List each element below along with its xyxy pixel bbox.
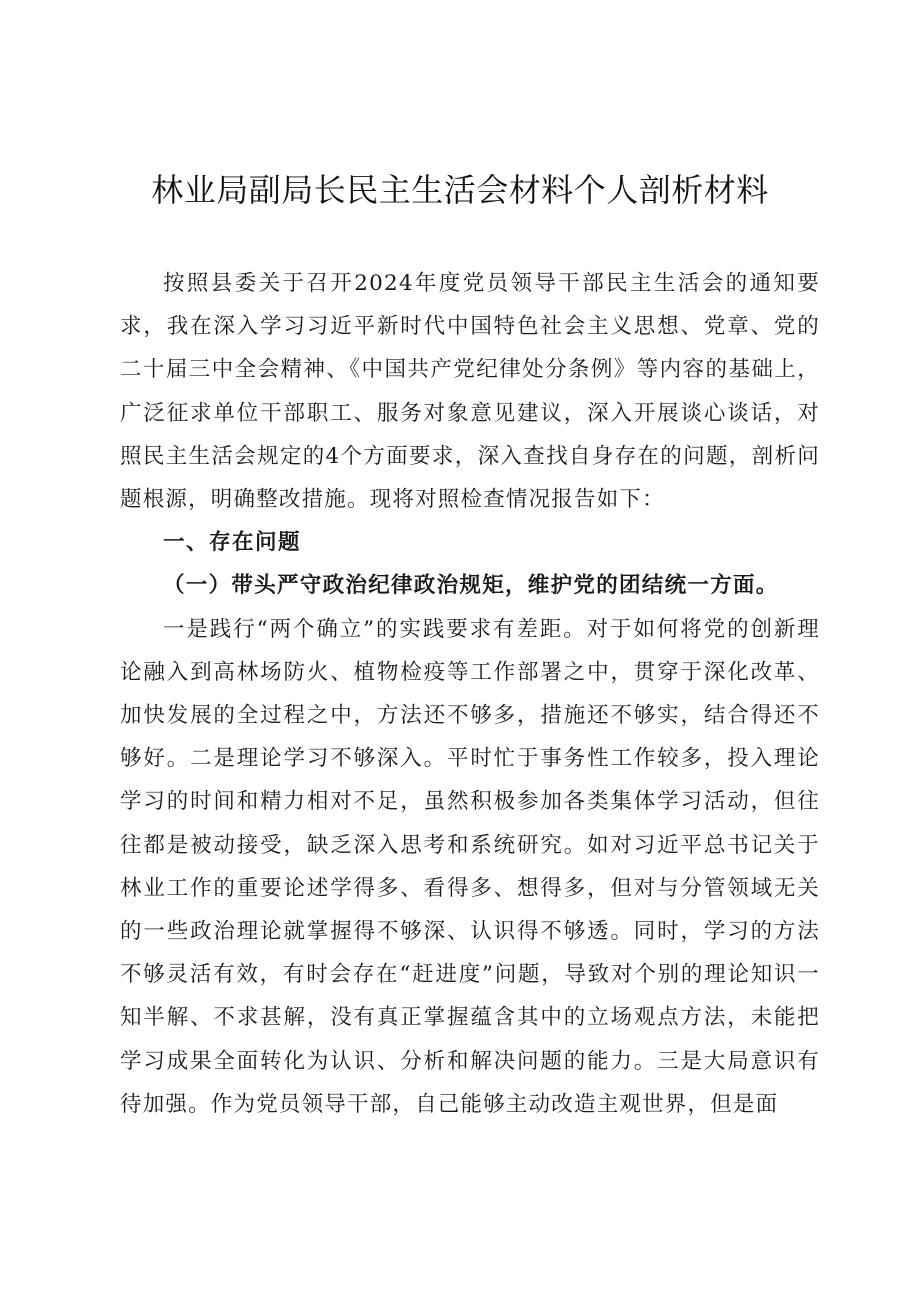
intro-paragraph: 按照县委关于召开2024年度党员领导干部民主生活会的通知要求，我在深入学习习近平新时代中国特色社会主义思想、党章、党的二十届三中全会精神、《中国共产党纪律处分条例》等内容的基础上，广泛征求单位干部职工、服务对象意见建议，深入开展谈心谈话，对照民主生活会规定的4个方面要求，深入查找自身存在的问题，剖析问题根源，明确整改措施。现将对照检查情况报告如下： [120, 271, 820, 513]
subsection-heading: （一）带头严守政治纪律政治规矩，维护党的团结统一方面。 [163, 573, 779, 599]
body-paragraph: 一是践行“两个确立”的实践要求有差距。对于如何将党的创新理论融入到高林场防火、植物检疫等工作部署之中，贯穿于深化改革、加快发展的全过程之中，方法还不够多，措施还不够实，结合得还不够好。二是理论学习不够深入。平时忙于事务性工作较多，投入理论学习的时间和精力相对不足，虽然积极参加各类集体学习活动，但往往都是被动接受，缺乏深入思考和系统研究。如对习近平总书记关于林业工作的重要论述学得多、看得多、想得多，但对与分管领域无关的一些政治理论就掌握得不够深、认识得不够透。同时，学习的方法不够灵活有效，有时会存在“赶进度”问题，导致对个别的理论知识一知半解、不求甚解，没有真正掌握蕴含其中的立场观点方法，未能把学习成果全面转化为认识、分析和解决问题的能力。三是大局意识有待加强。作为党员领导干部，自己能够主动改造主观世界，但是面 [120, 616, 820, 1117]
document-body [120, 262, 820, 1126]
document-title: 林业局副局长民主生活会材料个人剖析材料 [151, 171, 769, 209]
section-heading: 一、存在问题 [163, 530, 302, 556]
